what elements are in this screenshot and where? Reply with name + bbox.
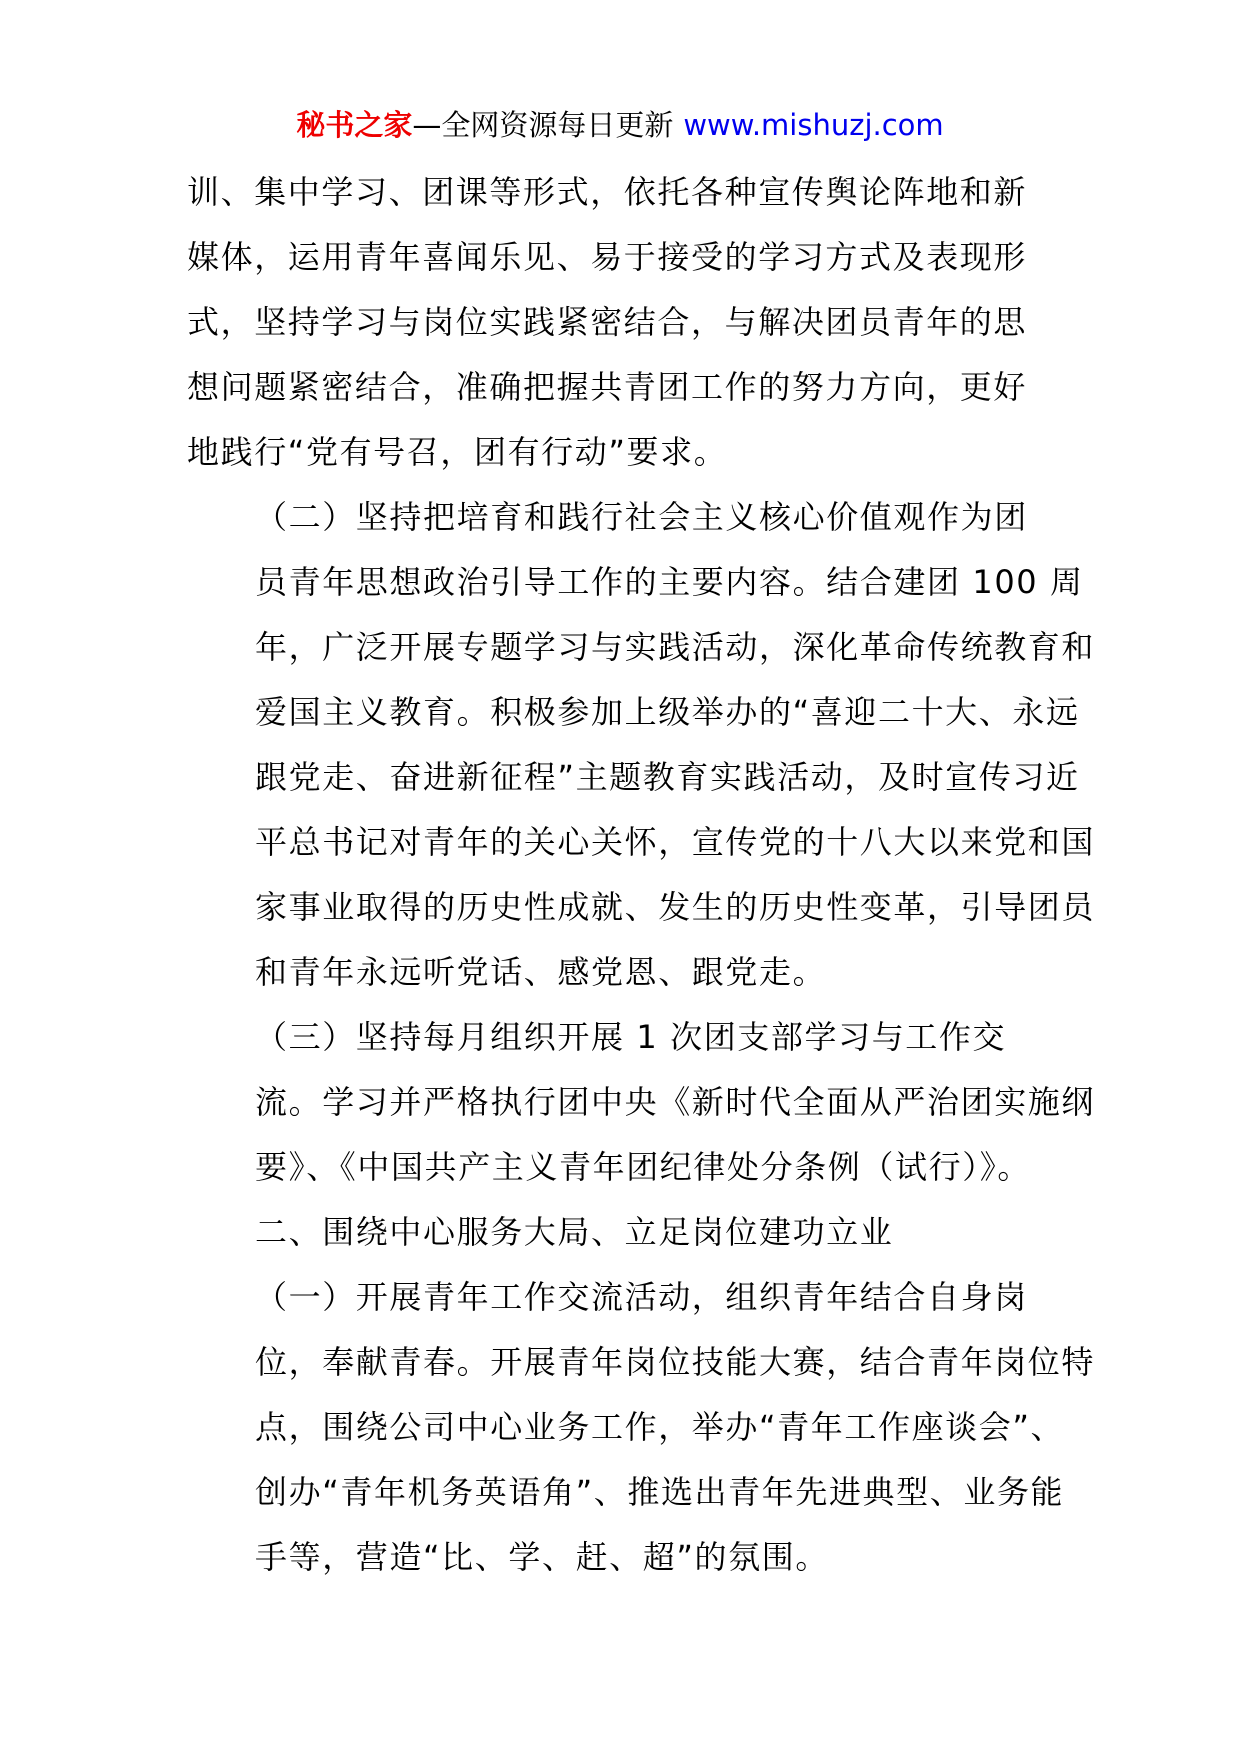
site-header <box>0 100 1240 150</box>
text-line: 训、集中学习、团课等形式，依托各种宣传舆论阵地和新 <box>187 173 1028 211</box>
text-line: 点，围绕公司中心业务工作，举办“青年工作座谈会”、 <box>255 1408 1065 1446</box>
paragraph <box>187 1265 1096 1590</box>
text-line: 年，广泛开展专题学习与实践活动，深化革命传统教育和 <box>255 628 1096 666</box>
text-line: （二）坚持把培育和践行社会主义核心价值观作为团 <box>255 498 1028 536</box>
text-line: 地践行“党有号召，团有行动”要求。 <box>187 433 728 471</box>
section-heading <box>187 1200 1067 1265</box>
text-line: 家事业取得的历史性成就、发生的历史性变革，引导团员 <box>255 888 1096 926</box>
text-line: （三）坚持每月组织开展 1 次团支部学习与工作交 <box>255 1018 1007 1056</box>
text-line: 和青年永远听党话、感党恩、跟党走。 <box>255 953 827 991</box>
text-line: （一）开展青年工作交流活动，组织青年结合自身岗 <box>255 1278 1028 1316</box>
text-line: 要》、《中国共产主义青年团纪律处分条例（试行）》。 <box>255 1148 1032 1186</box>
text-line: 跟党走、奋进新征程”主题教育实践活动，及时宣传习近 <box>255 758 1080 796</box>
site-slogan: —全网资源每日更新 <box>412 108 674 142</box>
site-brand: 秘书之家 <box>296 108 413 142</box>
text-line: 位，奉献青春。开展青年岗位技能大赛，结合青年岗位特 <box>255 1343 1096 1381</box>
text-line: 爱国主义教育。积极参加上级举办的“喜迎二十大、永远 <box>255 693 1080 731</box>
text-line: 手等，营造“比、学、赶、超”的氛围。 <box>255 1538 829 1576</box>
text-line: 流。学习并严格执行团中央《新时代全面从严治团实施纲 <box>255 1083 1096 1121</box>
paragraph <box>187 1005 1096 1200</box>
document-body <box>187 160 1096 1590</box>
text-line: 式，坚持学习与岗位实践紧密结合，与解决团员青年的思 <box>187 303 1028 341</box>
paragraph <box>187 485 1096 1005</box>
text-line: 创办“青年机务英语角”、推选出青年先进典型、业务能 <box>255 1473 1065 1511</box>
text-line: 员青年思想政治引导工作的主要内容。结合建团 100 周 <box>255 563 1084 601</box>
paragraph <box>187 160 1067 485</box>
text-line: 想问题紧密结合，准确把握共青团工作的努力方向，更好 <box>187 368 1028 406</box>
site-url-link[interactable]: www.mishuzj.com <box>683 108 944 142</box>
text-line: 媒体，运用青年喜闻乐见、易于接受的学习方式及表现形 <box>187 238 1028 276</box>
text-line: 平总书记对青年的关心关怀，宣传党的十八大以来党和国 <box>255 823 1096 861</box>
text-line: 二、围绕中心服务大局、立足岗位建功立业 <box>255 1213 894 1251</box>
